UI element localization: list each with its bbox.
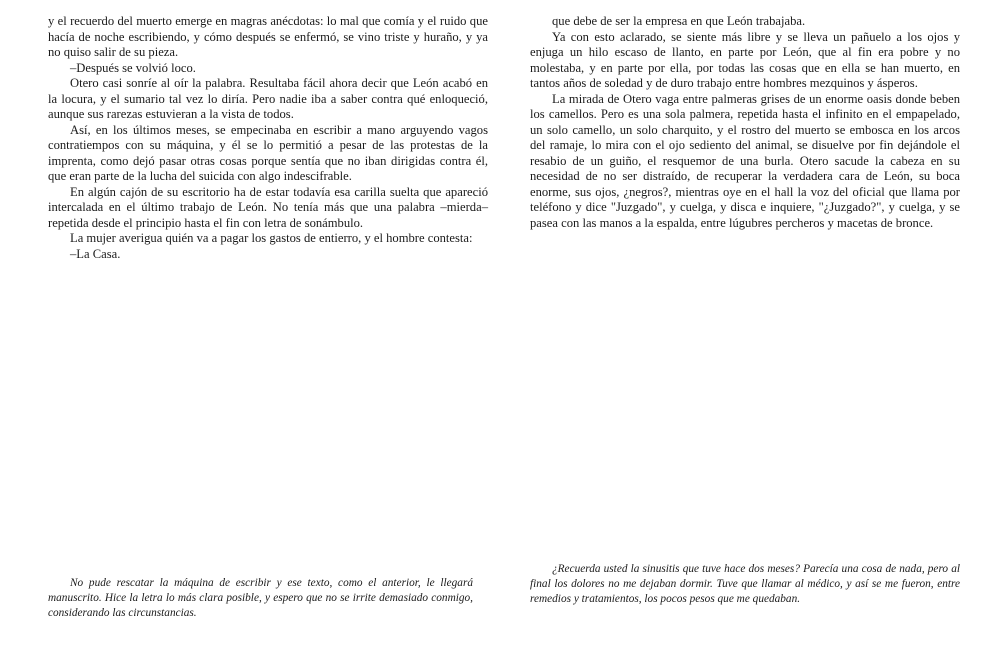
footnote-text: No pude rescatar la máquina de escribir y ese texto, como el anterior, le llegará manuscrito. Hice la letra lo más clara posible, y espero que no se irrite demasiado conmigo, considerando las circunstancias. <box>48 577 473 619</box>
left-page-footnote <box>48 576 473 621</box>
paragraph: –La Casa. <box>70 246 121 261</box>
paragraph: La mirada de Otero vaga entre palmeras grises de un enorme oasis donde beben los camellos. Pero es una sola palmera, repetida hasta el infinito en el empapelado, un solo camello, un solo charquito, y el rostro del muerto se embosca en los arcos del ramaje, lo mira con el ojo sediento del animal, se disuelve por fin dejándole el resabio de un guiño, el resquemor de una burla. Otero sacude la cabeza en su necesidad de no ser distraído, de recuperar la verdadera cara de León, su boca enorme, sus ojos, ¿negros?, mientras oye en el hall la voz del oficial que llama por teléfono y dice "Juzgado", y cuelga, y disca e inquiere, "¿Juzgado?", y cuelga, y se pasea con las manos a la espalda, entre lúgubres percheros y macetas de bronce. <box>530 91 960 230</box>
left-page <box>0 0 500 653</box>
paragraph: En algún cajón de su escritorio ha de estar todavía esa carilla suelta que apareció intercalada en el último trabajo de León. No tenía más que una palabra –mierda– repetida desde el principio hasta el fin con letra de sonámbulo. <box>48 184 488 230</box>
right-page-body <box>530 14 960 231</box>
paragraph: que debe de ser la empresa en que León trabajaba. <box>552 14 806 28</box>
right-page <box>500 0 1005 653</box>
paragraph: y el recuerdo del muerto emerge en magras anécdotas: lo mal que comía y el ruido que hacía de noche escribiendo, y cómo después se enfermó, se vino triste y huraño, y ya no quiso salir de su pieza. <box>48 14 488 59</box>
right-page-footnote <box>530 562 960 607</box>
footnote-text: ¿Recuerda usted la sinusitis que tuve hace dos meses? Parecía una cosa de nada, pero al final los dolores no me dejaban dormir. Tuve que llamar al médico, y así se me fueron, entre remedios y tratamientos, los pocos pesos que me quedaban. <box>530 563 960 605</box>
paragraph: Así, en los últimos meses, se empecinaba en escribir a mano arguyendo vagos contratiempos con su máquina, y él se lo permitió a pesar de las protestas de la imprenta, como dejó pasar otras cosas porque sentía que no iban dirigidas contra él, que eran parte de la lucha del suicida con algo indescifrable. <box>48 122 488 183</box>
paragraph: Otero casi sonríe al oír la palabra. Resultaba fácil ahora decir que León acabó en la locura, y el sumario tal vez lo diría. Pero nadie iba a saber contra qué enloqueció, aunque sus rarezas estuvieran a la vista de todos. <box>48 76 488 121</box>
paragraph: Ya con esto aclarado, se siente más libre y se lleva un pañuelo a los ojos y enjuga un hilo escaso de llanto, en parte por León, que al fin era pobre y no molestaba, y en parte por ella, por todas las cosas que en ella se han muerto, en tantos años de soledad y de duro trabajo entre hombres mezquinos y ásperos. <box>530 29 960 90</box>
paragraph: –Después se volvió loco. <box>70 60 196 75</box>
paragraph: La mujer averigua quién va a pagar los gastos de entierro, y el hombre contesta: <box>70 231 473 245</box>
left-page-body <box>48 14 488 262</box>
